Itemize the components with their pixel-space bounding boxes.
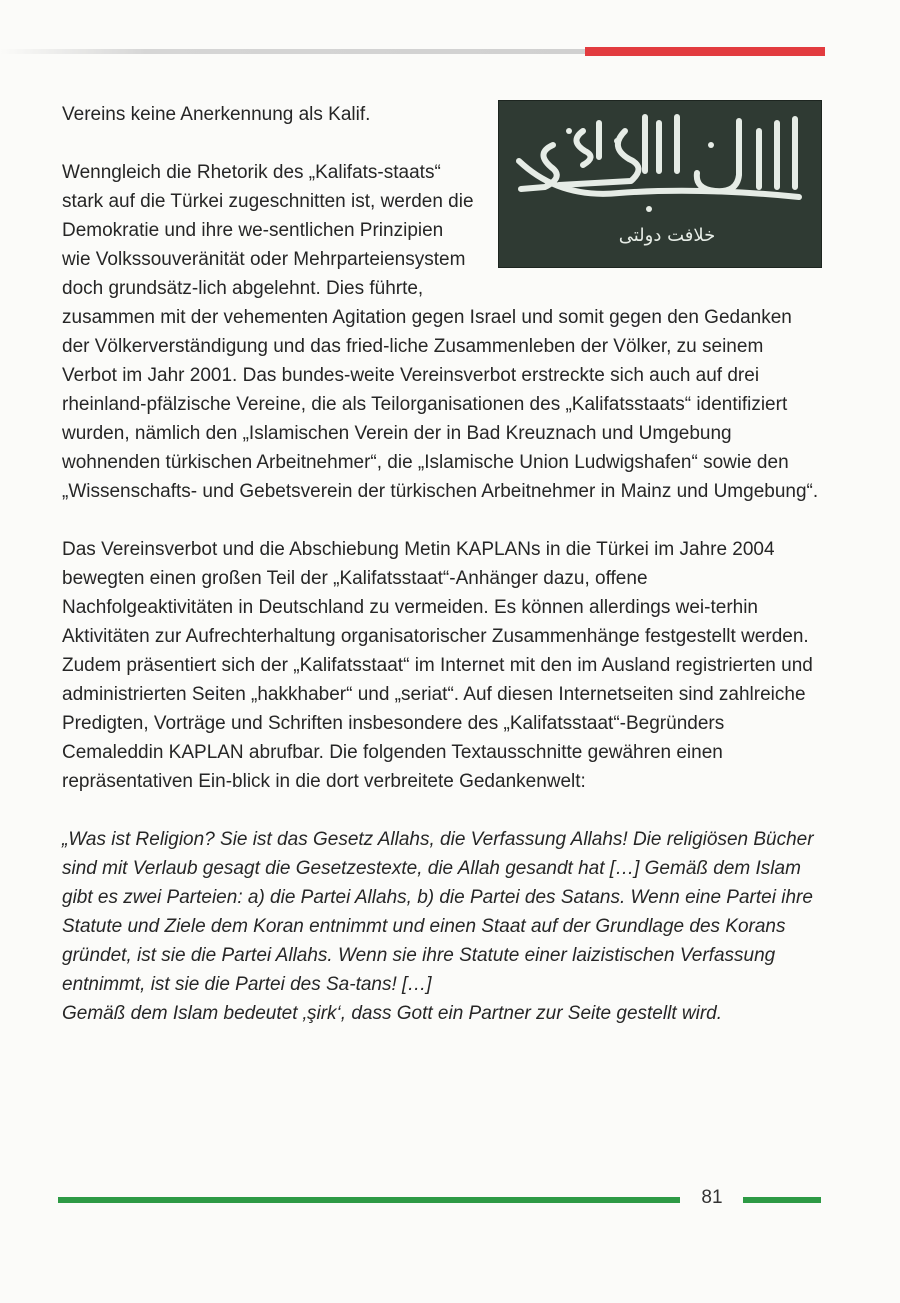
paragraph-intro: Vereins keine Anerkennung als Kalif. (62, 104, 371, 125)
paragraph-vereinsverbot: Das Vereinsverbot und die Abschiebung Metin KAPLANs in die Türkei im Jahre 2004 bewegten einen großen Teil der „Kalifatsstaat“-Anhänger dazu, offene Nachfolgeaktivitäten in Deutschland zu vermeiden. Es können allerdings wei-terhin Aktivitäten zur Aufrechterhaltung organisatorischer Zusammenhänge festgestellt werden. Zudem präsentiert sich der „Kalifatsstaat“ im Internet mit den im Ausland registrierten und administrierten Seiten „hakkhaber“ und „seriat“. Auf diesen Internetseiten sind zahlreiche Predigten, Vorträge und Schriften insbesondere des „Kalifatsstaat“-Begründers Cemaleddin KAPLAN abrufbar. Die folgenden Textausschnitte gewähren einen repräsentativen Ein-blick in die dort verbreitete Gedankenwelt: (62, 539, 813, 792)
quote-part-2: Gemäß dem Islam bedeutet ‚şirk‘, dass Gott ein Partner zur Seite gestellt wird. (62, 1003, 722, 1024)
calligraphy-banner-graphic (499, 101, 821, 267)
quote-paragraph (62, 825, 822, 1028)
top-rule (0, 49, 585, 54)
banner-caption: خلافت دولتی (618, 225, 716, 246)
page-number: 81 (701, 1187, 723, 1208)
kalifatsstaat-banner-image (498, 100, 822, 268)
top-accent-bar (585, 47, 825, 56)
footer-rule-right (743, 1197, 821, 1203)
footer-rule-left (58, 1197, 680, 1203)
page-content (62, 100, 822, 1028)
paragraph-rhetorik: Wenngleich die Rhetorik des „Kalifats-staats“ stark auf die Türkei zugeschnitten ist, werden die Demokratie und ihre we-sentlichen Prinzipien wie Volkssouveränität oder Mehrparteiensystem doch grundsätz-lich abgelehnt. Dies führte, zusammen mit der vehementen Agitation gegen Israel und somit gegen den Gedanken der Völkerverständigung und das fried-liche Zusammenleben der Völker, zu seinem Verbot im Jahr 2001. Das bundes-weite Vereinsverbot erstreckte sich auch auf drei rheinland-pfälzische Vereine, die als Teilorganisationen des „Kalifatsstaats“ identifiziert wurden, nämlich den „Islamischen Verein der in Bad Kreuznach und Umgebung wohnenden türkischen Arbeitnehmer“, die „Islamische Union Ludwigshafen“ sowie den „Wissenschafts- und Gebetsverein der türkischen Arbeitnehmer in Mainz und Umgebung“. (62, 162, 819, 502)
quote-part-1: „Was ist Religion? Sie ist das Gesetz Allahs, die Verfassung Allahs! Die religiösen Bücher sind mit Verlaub gesagt die Gesetzestexte, die Allah gesandt hat […] Gemäß dem Islam gibt es zwei Parteien: a) die Partei Allahs, b) die Partei des Satans. Wenn eine Partei ihre Statute und Ziele dem Koran entnimmt und einen Staat auf der Grundlage des Korans gründet, ist sie die Partei Allahs. Wenn sie ihre Statute einer laizistischen Verfassung entnimmt, ist sie die Partei des Sa-tans! […] (62, 829, 814, 995)
